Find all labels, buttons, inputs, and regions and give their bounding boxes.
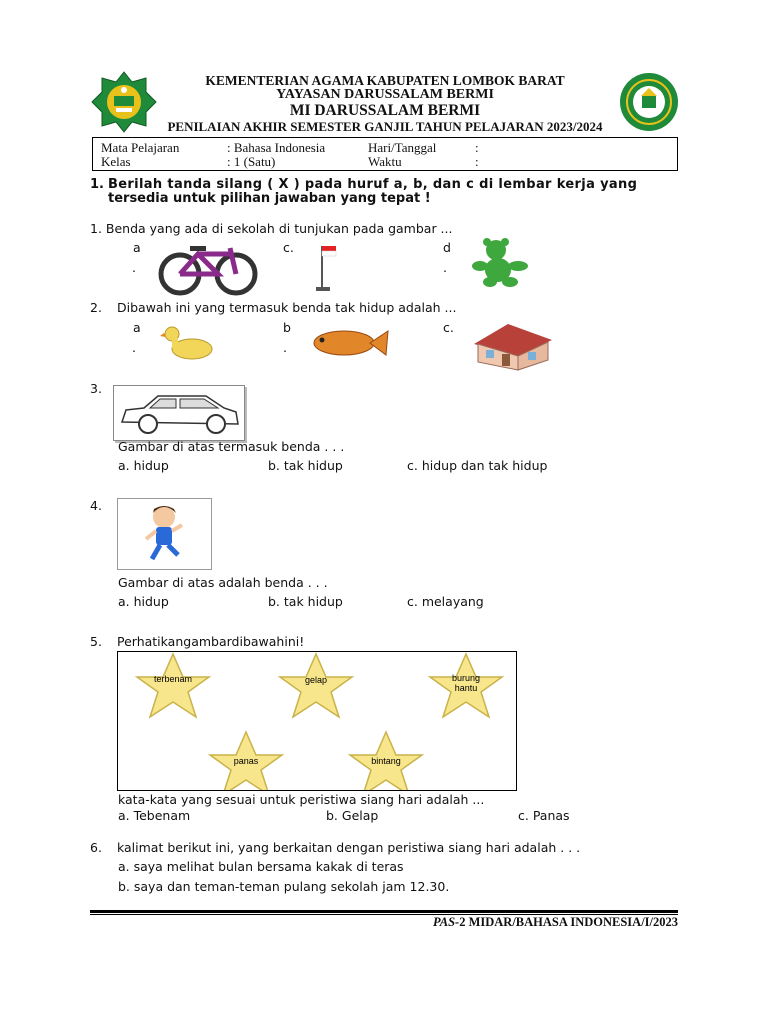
q5-text: Perhatikangambardibawahini! <box>117 634 305 649</box>
q6-text: kalimat berikut ini, yang berkaitan dengan peristiwa siang hari adalah . . . <box>117 840 581 855</box>
teddy-bear-image <box>470 238 532 288</box>
fish-image <box>308 326 390 360</box>
duck-image <box>160 322 216 362</box>
star-label-hantu: hantu <box>454 683 478 693</box>
bicycle-image <box>158 240 258 296</box>
star-label-terbenam: terbenam <box>153 674 193 684</box>
instruction-line-1: Berilah tanda silang ( X ) pada huruf a, b, dan c di lembar kerja yang <box>108 177 638 192</box>
q1-option-c: c. <box>283 240 294 255</box>
q5-number: 5. <box>90 634 102 649</box>
q2-option-b: b <box>283 320 291 335</box>
hari-value: : <box>475 140 479 155</box>
q1-option-a: a <box>133 240 141 255</box>
kelas-value: : 1 (Satu) <box>227 154 276 169</box>
q4-option-b: b. tak hidup <box>268 594 343 609</box>
car-image <box>113 385 245 441</box>
waktu-value: : <box>475 154 479 169</box>
star-label-panas: panas <box>233 756 259 766</box>
q3-option-a: a. hidup <box>118 458 169 473</box>
info-box <box>92 137 678 171</box>
hari-label: Hari/Tanggal <box>368 140 437 155</box>
q5-option-a: a. Tebenam <box>118 808 191 823</box>
footer-rule-thick <box>90 910 678 913</box>
q3-option-b: b. tak hidup <box>268 458 343 473</box>
footer-rest: 2 MIDAR/BAHASA INDONESIA/I/2023 <box>459 915 678 929</box>
q2-option-a-dot: . <box>132 340 136 355</box>
q3-option-c: c. hidup dan tak hidup <box>407 458 548 473</box>
house-image <box>468 322 558 372</box>
q3-text: Gambar di atas termasuk benda . . . <box>118 439 345 454</box>
q1-text: 1. Benda yang ada di sekolah di tunjukan pada gambar ... <box>90 221 453 236</box>
waktu-label: Waktu <box>368 154 402 169</box>
q6-number: 6. <box>90 840 102 855</box>
header-line-2: YAYASAN DARUSSALAM BERMI <box>276 87 494 102</box>
mapel-value: : Bahasa Indonesia <box>227 140 326 155</box>
header-school-name: MI DARUSSALAM BERMI <box>289 102 481 119</box>
footer-italic: PAS- <box>433 915 460 929</box>
q2-option-a: a <box>133 320 141 335</box>
q4-number: 4. <box>90 498 102 513</box>
q6-option-b: b. saya dan teman-teman pulang sekolah jam 12.30. <box>118 879 450 894</box>
mapel-label: Mata Pelajaran <box>101 140 180 155</box>
running-boy-image <box>117 498 212 570</box>
header-line-1: KEMENTERIAN AGAMA KABUPATEN LOMBOK BARAT <box>205 73 565 88</box>
instruction-line-2: tersedia untuk pilihan jawaban yang tepat ! <box>108 191 431 206</box>
q1-option-a-dot: . <box>132 260 136 275</box>
q4-text: Gambar di atas adalah benda . . . <box>118 575 328 590</box>
q2-option-b-dot: . <box>283 340 287 355</box>
q3-number: 3. <box>90 381 102 396</box>
q4-option-a: a. hidup <box>118 594 169 609</box>
q5-option-c: c. Panas <box>518 808 570 823</box>
q1-option-d-dot: . <box>443 260 447 275</box>
q1-option-d: d <box>443 240 451 255</box>
star-terbenam <box>137 654 209 717</box>
q5-question: kata-kata yang sesuai untuk peristiwa siang hari adalah ... <box>118 792 485 807</box>
header-exam-title: PENILAIAN AKHIR SEMESTER GANJIL TAHUN PELAJARAN 2023/2024 <box>167 119 603 134</box>
q5-option-b: b. Gelap <box>326 808 379 823</box>
q4-option-c: c. melayang <box>407 594 484 609</box>
q2-text: Dibawah ini yang termasuk benda tak hidup adalah ... <box>117 300 457 315</box>
footer-text <box>433 915 678 930</box>
star-label-burung: burung <box>451 673 481 683</box>
star-gelap <box>280 654 352 717</box>
star-label-gelap: gelap <box>304 675 328 685</box>
kelas-label: Kelas <box>101 154 131 169</box>
flagpole-image <box>312 242 342 292</box>
q2-number: 2. <box>90 300 102 315</box>
q6-option-a: a. saya melihat bulan bersama kakak di teras <box>118 859 404 874</box>
instruction-number: 1. <box>90 177 104 192</box>
star-label-bintang: bintang <box>371 756 401 766</box>
stars-box <box>117 651 517 791</box>
q2-option-c: c. <box>443 320 454 335</box>
